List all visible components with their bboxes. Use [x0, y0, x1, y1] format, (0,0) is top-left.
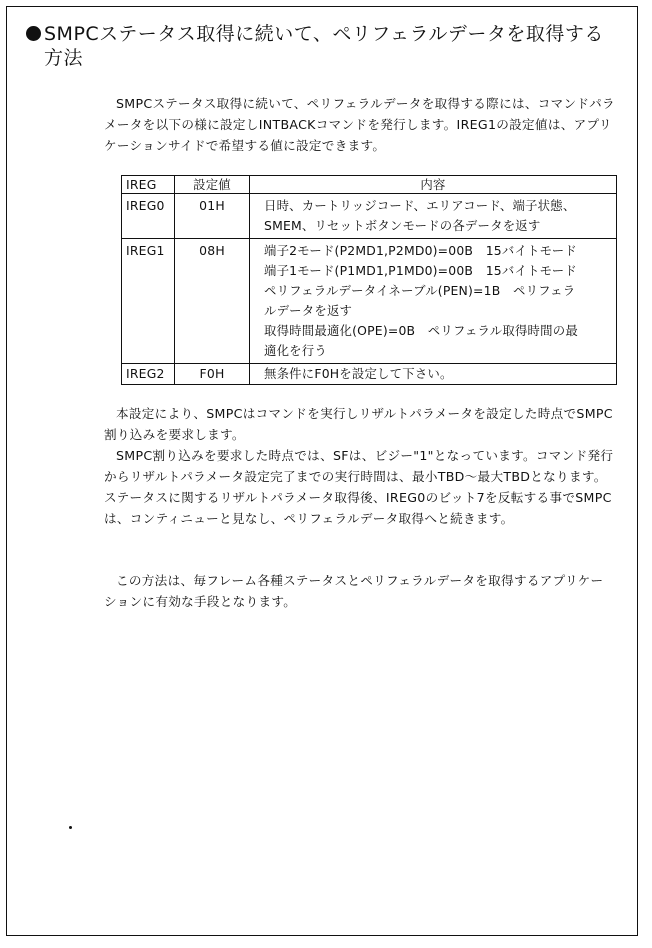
content-line: ペリフェラルデータイネーブル(PEN)=1B ペリフェラ	[264, 283, 576, 298]
header-ireg: IREG	[122, 176, 175, 194]
table-row	[122, 364, 617, 385]
ireg-settings-table	[121, 175, 617, 385]
content-line: SMEM、リセットボタンモードの各データを返す	[264, 218, 541, 233]
row-content	[250, 364, 617, 385]
content-line: 端子1モード(P1MD1,P1MD0)=00B 15バイトモード	[264, 263, 577, 278]
heading-line-1: SMPCステータス取得に続いて、ペリフェラルデータを取得する	[44, 23, 604, 45]
section-heading	[26, 22, 616, 70]
intro-paragraph: SMPCステータス取得に続いて、ペリフェラルデータを取得する際には、コマンドパラメータを以下の様に設定しINTBACKコマンドを発行します。IREG1の設定値は、アプリケーションサイドで希望する値に設定できます。	[104, 96, 615, 153]
closing-paragraph: この方法は、毎フレーム各種ステータスとペリフェラルデータを取得するアプリケーションに有効な手段となります。	[104, 573, 604, 609]
content-line: 日時、カートリッジコード、エリアコード、端子状態、	[264, 198, 576, 213]
table-header-row	[122, 176, 617, 194]
table-row	[122, 239, 617, 364]
stray-mark	[69, 826, 72, 829]
row-content	[250, 194, 617, 239]
row-reg: IREG2	[122, 364, 175, 385]
content-line: 無条件にF0Hを設定して下さい。	[264, 366, 453, 381]
content-line: 端子2モード(P2MD1,P2MD0)=00B 15バイトモード	[264, 243, 577, 258]
result-paragraph: 本設定により、SMPCはコマンドを実行しリザルトパラメータを設定した時点でSMPC割り込みを要求します。	[104, 406, 613, 442]
bullet-icon	[26, 26, 41, 41]
header-content: 内容	[250, 176, 617, 194]
content-line: ルデータを返す	[264, 303, 353, 318]
header-value: 設定値	[175, 176, 250, 194]
row-value: 01H	[175, 194, 250, 239]
sf-paragraph: SMPC割り込みを要求した時点では、SFは、ビジー"1"となっています。コマンド発行からリザルトパラメータ設定完了までの実行時間は、最小TBD～最大TBDとなります。ステータスに関するリザルトパラメータ取得後、IREG0のビット7を反転する事でSMPCは、コンティニューと見なし、ペリフェラルデータ取得へと続きます。	[104, 448, 614, 526]
row-content	[250, 239, 617, 364]
heading-line-2: 方法	[44, 47, 84, 69]
row-reg: IREG1	[122, 239, 175, 364]
row-value: 08H	[175, 239, 250, 364]
row-reg: IREG0	[122, 194, 175, 239]
row-value: F0H	[175, 364, 250, 385]
content-line: 適化を行う	[264, 343, 327, 358]
table-row	[122, 194, 617, 239]
content-line: 取得時間最適化(OPE)=0B ペリフェラル取得時間の最	[264, 323, 578, 338]
